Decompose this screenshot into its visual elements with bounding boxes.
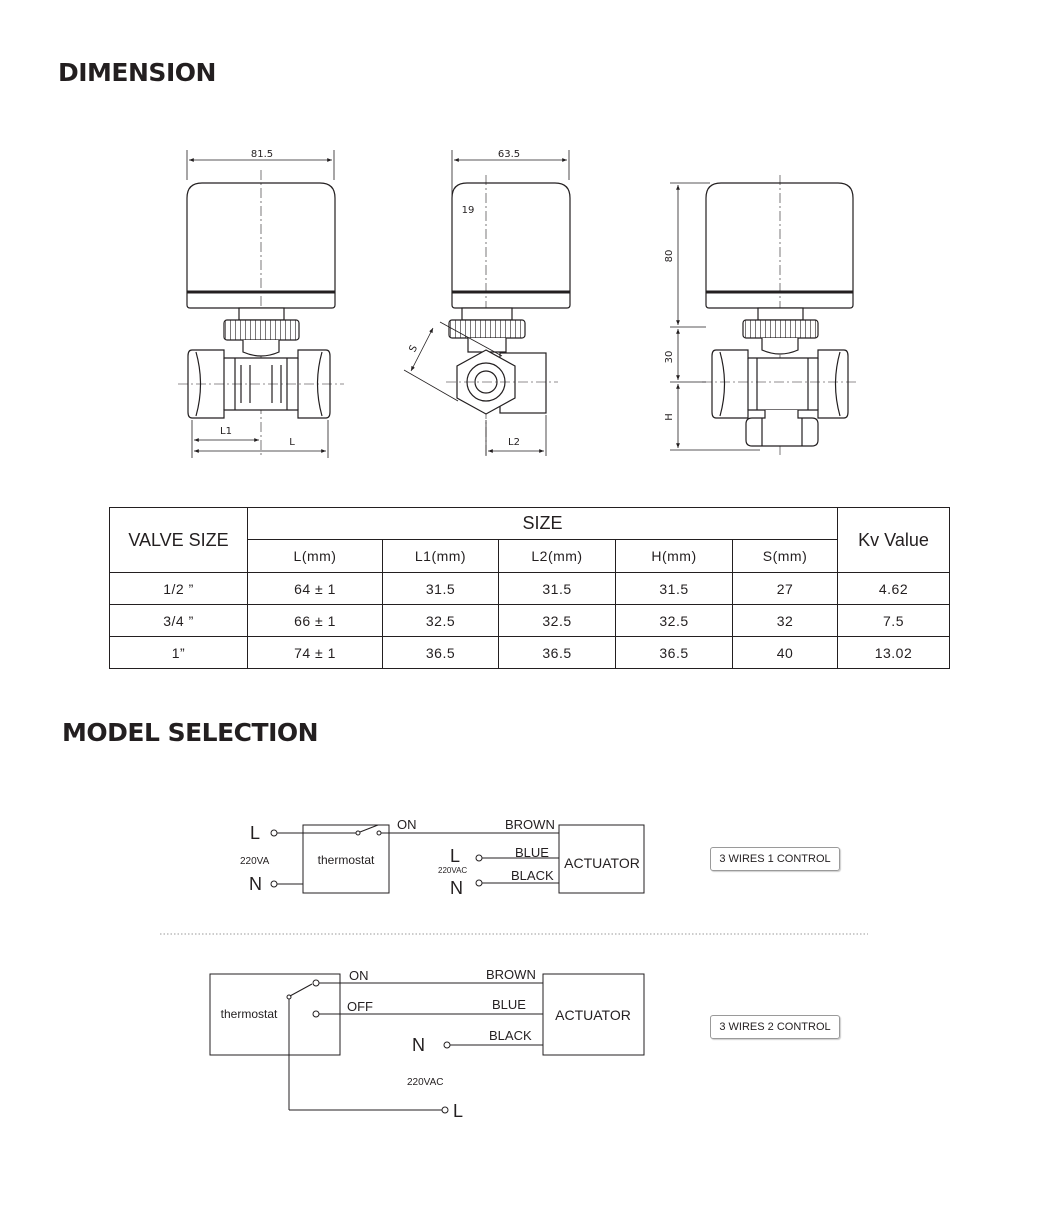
dim-height-mid: 30: [664, 350, 675, 364]
cell-kv: 7.5: [838, 605, 950, 637]
front-view-drawing: [178, 150, 344, 458]
w2-on-label: ON: [349, 968, 369, 983]
dim-l2: L2: [508, 437, 520, 448]
dim-front-width: 81.5: [250, 149, 274, 160]
three-way-view-drawing: [670, 175, 858, 455]
cell-l: 66 ± 1: [248, 605, 383, 637]
w1-supply-label: 220VA: [240, 856, 270, 867]
cell-kv: 13.02: [838, 637, 950, 669]
dimension-title: DIMENSION: [58, 58, 216, 87]
mode-label-1: 3 WIRES 1 CONTROL: [710, 847, 840, 871]
cell-l2: 32.5: [499, 605, 616, 637]
w1-actuator-label: ACTUATOR: [564, 855, 640, 871]
w2-thermostat-label: thermostat: [220, 1007, 278, 1021]
dim-height-top: 80: [664, 249, 675, 263]
wiring-diagram-2: [210, 974, 644, 1113]
dim-side-width: 63.5: [497, 149, 521, 160]
w1-black-label: BLACK: [511, 868, 554, 883]
cell-s: 32: [733, 605, 838, 637]
cell-l: 64 ± 1: [248, 573, 383, 605]
w2-n-label: N: [412, 1035, 425, 1055]
w1-brown-label: BROWN: [505, 817, 555, 832]
w2-brown-label: BROWN: [486, 967, 536, 982]
col-header-l1: L1(mm): [383, 540, 499, 573]
dim-height-bottom: H: [664, 413, 675, 421]
cell-h: 36.5: [616, 637, 733, 669]
cell-h: 32.5: [616, 605, 733, 637]
w2-black-label: BLACK: [489, 1028, 532, 1043]
dim-l: L: [289, 437, 295, 448]
cell-s: 27: [733, 573, 838, 605]
size-header: SIZE: [248, 508, 838, 540]
mode-label-2: 3 WIRES 2 CONTROL: [710, 1015, 840, 1039]
w2-actuator-label: ACTUATOR: [555, 1007, 631, 1023]
w2-supply-label: 220VAC: [407, 1077, 444, 1088]
cell-l1: 31.5: [383, 573, 499, 605]
col-header-l: L(mm): [248, 540, 383, 573]
col-header-l2: L2(mm): [499, 540, 616, 573]
cell-size: 1”: [110, 637, 248, 669]
cell-l1: 36.5: [383, 637, 499, 669]
w1-n-label: N: [249, 874, 262, 894]
cell-size: 3/4 ”: [110, 605, 248, 637]
dim-side-offset: 19: [461, 205, 475, 216]
valve-size-header: VALVE SIZE: [110, 508, 248, 573]
cell-kv: 4.62: [838, 573, 950, 605]
dim-l1: L1: [220, 426, 232, 437]
col-header-h: H(mm): [616, 540, 733, 573]
w1-n2-label: N: [450, 878, 463, 898]
w1-l2-label: L: [450, 846, 461, 866]
side-view-drawing: [404, 150, 570, 456]
cell-l2: 31.5: [499, 573, 616, 605]
w1-on-label: ON: [397, 817, 417, 832]
table-row: [110, 637, 950, 669]
cell-size: 1/2 ”: [110, 573, 248, 605]
w2-l-label: L: [453, 1101, 464, 1121]
table-row: [110, 605, 950, 637]
col-header-s: S(mm): [733, 540, 838, 573]
w1-l-label: L: [250, 823, 261, 843]
model-selection-title: MODEL SELECTION: [62, 718, 319, 747]
cell-s: 40: [733, 637, 838, 669]
cell-l: 74 ± 1: [248, 637, 383, 669]
kv-header: Kv Value: [838, 508, 950, 573]
w2-blue-label: BLUE: [492, 997, 526, 1012]
dimension-table: [109, 507, 950, 669]
cell-l2: 36.5: [499, 637, 616, 669]
dim-s: S: [407, 343, 421, 355]
w1-thermostat-label: thermostat: [317, 853, 375, 867]
table-row: [110, 573, 950, 605]
cell-l1: 32.5: [383, 605, 499, 637]
w2-off-label: OFF: [347, 999, 373, 1014]
cell-h: 31.5: [616, 573, 733, 605]
w1-supply2-label: 220VAC: [438, 866, 468, 875]
w1-blue-label: BLUE: [515, 845, 549, 860]
